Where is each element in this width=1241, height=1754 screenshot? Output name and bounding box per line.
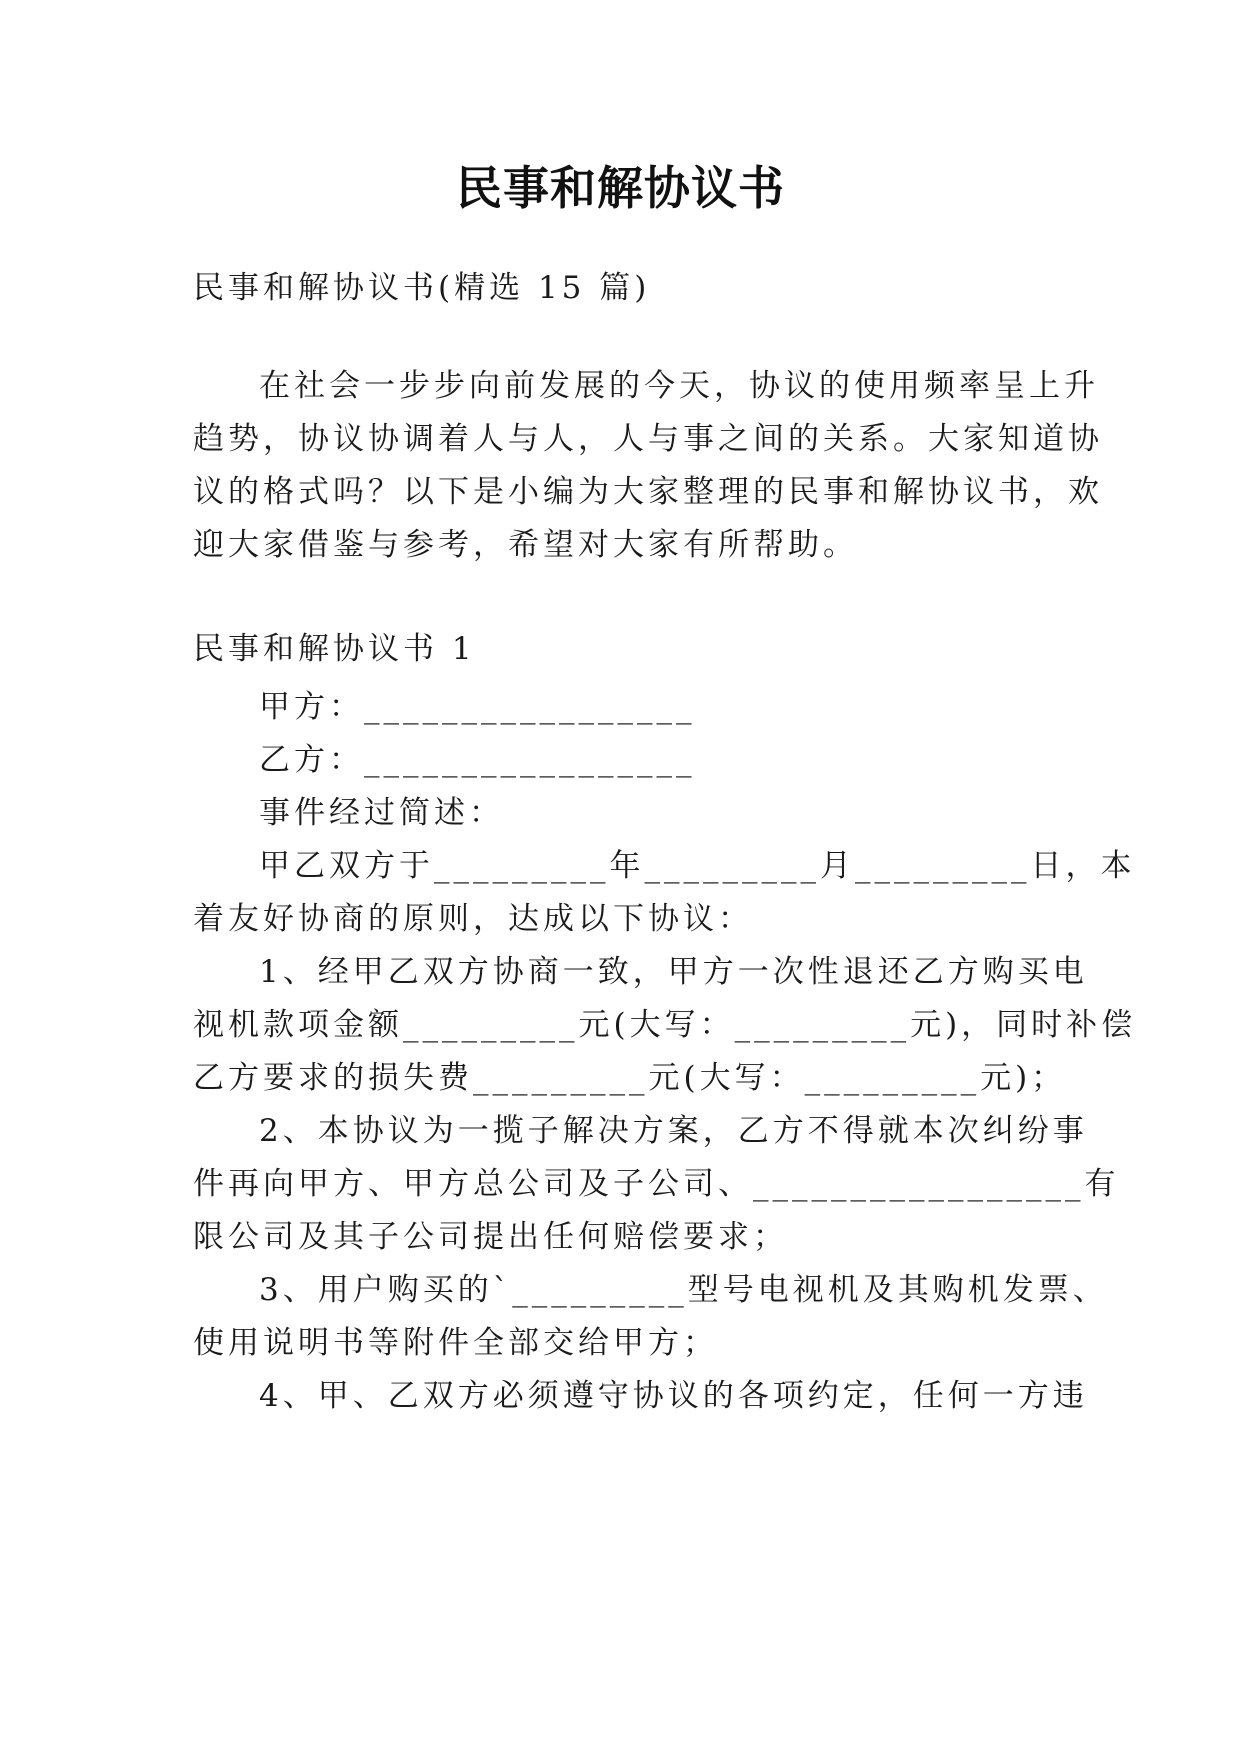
party-a-field: 甲方：_________________ [259, 689, 696, 725]
clause-line: 视机款项金额_________元(大写：_________元)，同时补偿 [193, 1007, 1137, 1043]
page-title: 民事和解协议书 [456, 161, 785, 215]
clause-line: 限公司及其子公司提出任何赔偿要求； [193, 1219, 788, 1255]
section-heading: 民事和解协议书 1 [193, 631, 476, 667]
document-subtitle: 民事和解协议书(精选 15 篇) [193, 270, 651, 306]
clause-line: 1、经甲乙双方协商一致，甲方一次性退还乙方购买电 [259, 954, 1088, 990]
clause-line: 件再向甲方、甲方总公司及子公司、_________________有 [193, 1166, 1120, 1202]
intro-line: 议的格式吗？以下是小编为大家整理的民事和解协议书，欢 [193, 474, 1103, 510]
intro-line: 迎大家借鉴与参考，希望对大家有所帮助。 [193, 527, 858, 563]
intro-line: 趋势，协议协调着人与人，人与事之间的关系。大家知道协 [193, 421, 1103, 457]
agreement-line: 甲乙双方于_________年_________月_________日，本 [259, 848, 1136, 884]
clause-line: 4、甲、乙双方必须遵守协议的各项约定，任何一方违 [259, 1378, 1088, 1414]
clause-line: 3、用户购买的`_________型号电视机及其购机发票、 [259, 1272, 1108, 1308]
intro-line: 在社会一步步向前发展的今天，协议的使用频率呈上升 [259, 368, 1099, 404]
clause-line: 2、本协议为一揽子解决方案，乙方不得就本次纠纷事 [259, 1113, 1088, 1149]
clause-line: 使用说明书等附件全部交给甲方； [193, 1325, 718, 1361]
event-summary-label: 事件经过简述： [259, 795, 504, 831]
agreement-line: 着友好协商的原则，达成以下协议： [193, 901, 753, 937]
clause-line: 乙方要求的损失费_________元(大写：_________元)； [193, 1060, 1067, 1096]
party-b-field: 乙方：_________________ [259, 742, 696, 778]
